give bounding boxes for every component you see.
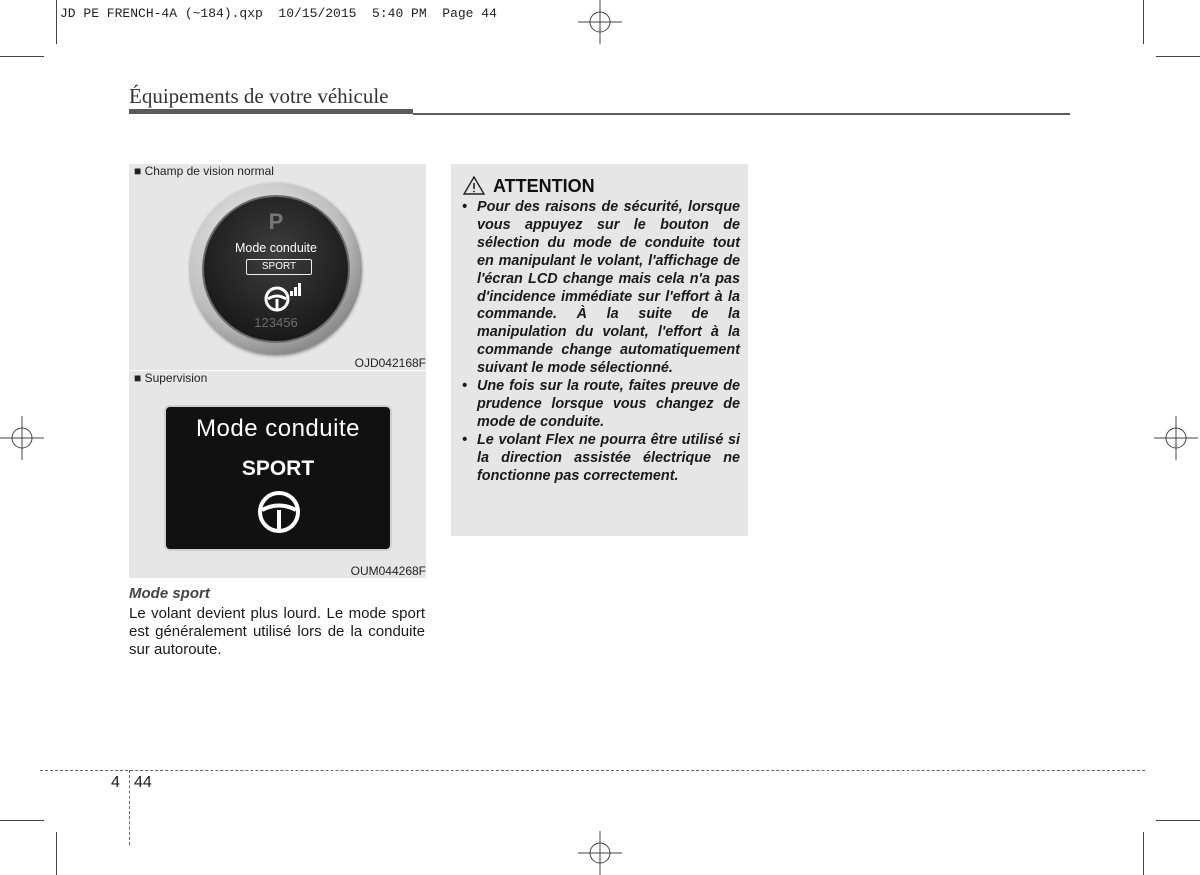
footer-divider: [129, 770, 130, 845]
gauge-gear-indicator: P: [268, 209, 284, 234]
registration-mark-left-icon: [0, 416, 44, 460]
attention-title: ATTENTION: [493, 176, 595, 196]
figure-supervision-code: OUM044268F: [350, 564, 426, 578]
gauge-mode-label: Mode conduite: [234, 241, 317, 255]
registration-mark-bottom-icon: [578, 831, 622, 875]
header-rule-thick: [129, 109, 413, 114]
screen-sport-label: SPORT: [241, 457, 315, 480]
gauge-sport-badge: SPORT: [246, 259, 312, 275]
steering-wheel-signal-icon: [262, 281, 302, 313]
supervision-screen: [164, 405, 392, 551]
registration-mark-top-icon: [578, 0, 622, 44]
page-number: 44: [134, 774, 152, 791]
screen-mode-label: Mode conduite: [196, 415, 360, 442]
attention-list: [460, 199, 740, 486]
figure-normal-caption: ■ Champ de vision normal: [134, 164, 274, 178]
attention-box: [451, 164, 748, 536]
print-slug: JD PE FRENCH-4A (~184).qxp 10/15/2015 5:40 PM Page 44: [60, 6, 497, 21]
header-rule-thin: [413, 113, 1070, 115]
attention-item: • Le volant Flex ne pourra être utilisé si la direction assistée électrique ne fonctionne pas correctement.: [460, 432, 740, 486]
steering-wheel-icon: [256, 489, 302, 535]
chapter-number: 4: [111, 774, 120, 791]
gauge-display: [202, 195, 350, 343]
figure-normal-code: OJD042168F: [354, 356, 426, 370]
footer-rule: [40, 770, 1145, 771]
figure-supervision-caption: ■ Supervision: [134, 371, 208, 385]
instrument-gauge: [190, 183, 362, 355]
attention-item: • Une fois sur la route, faites preuve de prudence lorsque vous changez de mode de conduite.: [460, 378, 740, 432]
registration-mark-right-icon: [1154, 416, 1198, 460]
sport-mode-heading: Mode sport: [129, 585, 210, 602]
section-header-title: Équipements de votre véhicule: [129, 84, 389, 108]
sport-mode-body: Le volant devient plus lourd. Le mode sport est généralement utilisé lors de la conduite sur autoroute.: [129, 605, 425, 658]
attention-item: • Pour des raisons de sécurité, lorsque vous appuyez sur le bouton de sélection du mode de conduite tout en manipulant le volant, l'affichage de l'écran LCD change mais cela n'a pas d'incidence immédiate sur l'effort à la commande. À la suite de la manipulation du volant, l'effort à la commande change automatiquement suivant le mode sélectionné.: [460, 199, 740, 378]
gauge-odometer: 123456: [254, 315, 298, 330]
warning-triangle-icon: [463, 175, 485, 195]
